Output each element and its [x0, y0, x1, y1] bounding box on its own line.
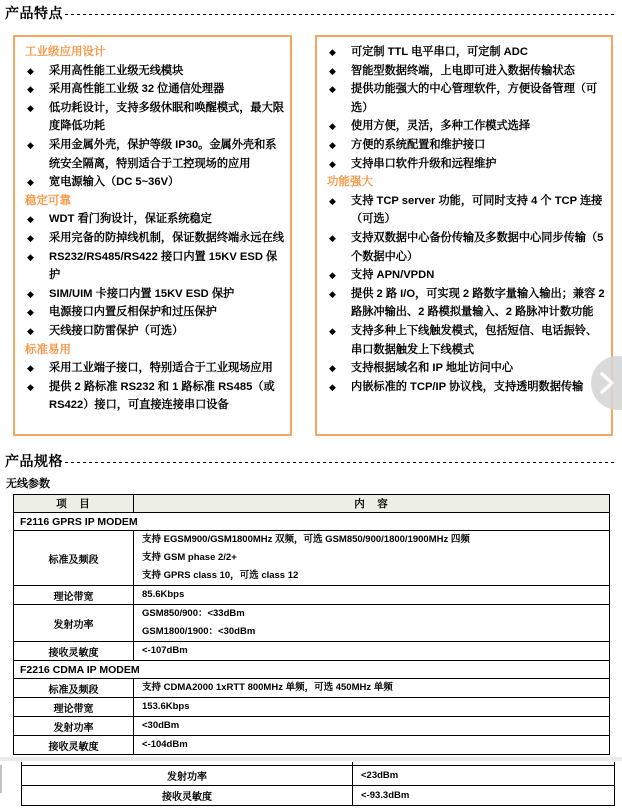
feature-item: [327, 378, 605, 397]
diamond-bullet-icon: ◆: [329, 288, 336, 299]
row-content-cell: [134, 531, 610, 586]
feature-item: [25, 248, 284, 285]
col-header-content: 内 容: [134, 495, 610, 513]
content-line: <23dBm: [361, 769, 399, 781]
feature-item: [25, 378, 284, 415]
feature-item: [25, 173, 284, 192]
content-line: 85.6Kbps: [142, 589, 185, 600]
features-left-box: [13, 35, 292, 436]
feature-item-text: 方便的系统配置和维护接口: [351, 138, 486, 151]
table-row: [14, 642, 610, 661]
feature-item: [327, 117, 605, 136]
diamond-bullet-icon: ◆: [329, 121, 336, 132]
row-label-cell: 接收灵敏度: [14, 736, 134, 755]
feature-item: [25, 285, 284, 304]
feature-item-text: 支持多种上下线触发模式，包括短信、电话振铃、串口数据触发上下线模式: [351, 324, 598, 356]
next-page-edge: [0, 765, 2, 793]
feature-item: [25, 359, 284, 378]
content-line: <-93.3dBm: [361, 789, 410, 801]
feature-item-text: 支持 APN/VPDN: [351, 269, 435, 282]
table-header-row: [14, 495, 610, 513]
row-label-cell: 发射功率: [14, 605, 134, 642]
row-label-cell: 标准及频段: [14, 679, 134, 698]
feature-item: [327, 266, 605, 285]
row-content-cell: [134, 736, 610, 755]
diamond-bullet-icon: ◆: [329, 270, 336, 281]
table-row: [14, 679, 610, 698]
diamond-bullet-icon: ◆: [329, 232, 336, 243]
diamond-bullet-icon: ◆: [27, 288, 34, 299]
feature-item: [25, 80, 284, 99]
wireless-params-subtitle: 无线参数: [6, 478, 50, 490]
feature-item: [327, 80, 605, 117]
feature-item: [25, 303, 284, 322]
diamond-bullet-icon: ◆: [329, 65, 336, 76]
row-content-cell: [353, 786, 615, 806]
feature-item-text: WDT 看门狗设计，保证系统稳定: [49, 213, 212, 226]
feature-group-heading: 标准易用: [25, 343, 71, 356]
table-row: [14, 717, 610, 736]
feature-item-text: 可定制 TTL 电平串口，可定制 ADC: [351, 46, 528, 58]
row-content-cell: [134, 586, 610, 605]
diamond-bullet-icon: ◆: [27, 363, 34, 374]
content-line: 支持 CDMA2000 1xRTT 800MHz 单频，可选 450MHz 单频: [142, 682, 393, 693]
row-content-cell: [134, 698, 610, 717]
next-page-partial-table: [21, 762, 615, 806]
feature-item: [25, 99, 284, 136]
row-label-cell: 标准及频段: [14, 531, 134, 586]
diamond-bullet-icon: ◆: [329, 195, 336, 206]
content-line: <30dBm: [142, 720, 180, 731]
table-row: [14, 736, 610, 755]
feature-item: [25, 229, 284, 248]
feature-item-text: 采用金属外壳，保护等级 IP30。金属外壳和系统安全隔离，特别适合于工控现场的应用: [49, 138, 277, 170]
chevron-right-icon: [599, 372, 615, 394]
table-row: [14, 586, 610, 605]
content-line: 153.6Kbps: [142, 701, 190, 712]
diamond-bullet-icon: ◆: [329, 158, 336, 169]
feature-item-text: 支持双数据中心备份传输及多数据中心同步传输（5 个数据中心）: [351, 231, 604, 263]
diamond-bullet-icon: ◆: [27, 65, 34, 76]
feature-item: [327, 322, 605, 359]
feature-item: [327, 285, 605, 322]
feature-item-text: 支持 TCP server 功能，可同时支持 4 个 TCP 连接（可选）: [351, 194, 603, 226]
feature-item-text: 天线接口防雷保护（可选）: [49, 324, 184, 337]
feature-item-text: 宽电源输入（DC 5~36V）: [49, 176, 180, 189]
content-line: GSM850/900：<33dBm: [142, 608, 245, 619]
row-label-cell: 理论带宽: [14, 586, 134, 605]
diamond-bullet-icon: ◆: [27, 325, 34, 336]
diamond-bullet-icon: ◆: [27, 214, 34, 225]
dashed-rule: [65, 14, 617, 15]
feature-item-text: 提供 2 路标准 RS232 和 1 路标准 RS485（或 RS422）接口，可直接连接串口设备: [49, 380, 275, 412]
row-label-cell: 接收灵敏度: [22, 786, 353, 806]
feature-item-text: 低功耗设计，支持多级休眠和唤醒模式，最大限度降低功耗: [49, 101, 284, 133]
page-break-separator: [0, 757, 622, 761]
feature-item-text: 采用高性能工业级无线模块: [49, 64, 184, 77]
feature-item: [25, 62, 284, 81]
feature-item-text: RS232/RS485/RS422 接口内置 15KV ESD 保护: [49, 250, 278, 282]
feature-item: [327, 136, 605, 155]
dashed-rule: [65, 462, 617, 463]
feature-group-heading: 工业级应用设计: [25, 46, 106, 58]
feature-item-text: 采用工业端子接口，特别适合于工业现场应用: [49, 362, 273, 375]
diamond-bullet-icon: ◆: [27, 381, 34, 392]
col-header-item: 项 目: [14, 495, 134, 513]
feature-item: [327, 62, 605, 81]
row-label-cell: 发射功率: [22, 766, 353, 786]
feature-item: [25, 136, 284, 173]
diamond-bullet-icon: ◆: [329, 84, 336, 95]
content-line: 支持 GSM phase 2/2+: [142, 552, 237, 563]
table-row: [14, 605, 610, 642]
wireless-params-table: [13, 494, 610, 755]
features-right-box: [315, 35, 613, 436]
diamond-bullet-icon: ◆: [27, 177, 34, 188]
model-section-row: [14, 661, 610, 679]
content-line: 支持 GPRS class 10，可选 class 12: [142, 570, 299, 581]
feature-item-text: SIM/UIM 卡接口内置 15KV ESD 保护: [49, 287, 235, 300]
model-section-row: [14, 513, 610, 531]
specs-section-header: [5, 451, 617, 471]
diamond-bullet-icon: ◆: [329, 47, 336, 57]
content-line: 支持 EGSM900/GSM1800MHz 双频，可选 GSM850/900/1800/1900MHz 四频: [142, 534, 470, 545]
feature-item: [25, 322, 284, 341]
feature-item: [327, 229, 605, 266]
feature-item: [327, 155, 605, 174]
content-line: <-104dBm: [142, 739, 188, 750]
table-row: [22, 766, 615, 786]
row-content-cell: [353, 766, 615, 786]
diamond-bullet-icon: ◆: [27, 84, 34, 95]
row-label-cell: 接收灵敏度: [14, 642, 134, 661]
row-content-cell: [134, 679, 610, 698]
content-line: <-107dBm: [142, 645, 188, 656]
features-section-header: [5, 3, 617, 23]
feature-group-heading: 功能强大: [327, 176, 373, 189]
features-title: 产品特点: [5, 5, 63, 21]
row-content-cell: [134, 642, 610, 661]
diamond-bullet-icon: ◆: [329, 325, 336, 336]
feature-item-text: 智能型数据终端，上电即可进入数据传输状态: [351, 64, 575, 77]
row-label-cell: 发射功率: [14, 717, 134, 736]
table-row: [14, 531, 610, 586]
feature-item-text: 内嵌标准的 TCP/IP 协议栈，支持透明数据传输: [351, 380, 584, 393]
feature-item-text: 采用完备的防掉线机制，保证数据终端永远在线: [49, 231, 284, 244]
feature-item-text: 电源接口内置反相保护和过压保护: [49, 306, 217, 319]
feature-item: [327, 192, 605, 229]
feature-item-text: 支持根据域名和 IP 地址访问中心: [351, 362, 514, 375]
feature-group-heading: 稳定可靠: [25, 194, 71, 207]
feature-item: [327, 359, 605, 378]
diamond-bullet-icon: ◆: [27, 102, 34, 113]
row-content-cell: [134, 717, 610, 736]
diamond-bullet-icon: ◆: [27, 307, 34, 318]
row-label-cell: 理论带宽: [14, 698, 134, 717]
feature-item-text: 支持串口软件升级和远程维护: [351, 157, 497, 170]
diamond-bullet-icon: ◆: [27, 251, 34, 262]
feature-item-text: 提供功能强大的中心管理软件，方便设备管理（可选）: [351, 83, 598, 114]
table-row: [22, 786, 615, 806]
feature-item-text: 采用高性能工业级 32 位通信处理器: [49, 83, 225, 96]
specs-title: 产品规格: [5, 453, 63, 469]
feature-item: [25, 210, 284, 229]
feature-item-text: 使用方便，灵活，多种工作模式选择: [351, 120, 531, 133]
diamond-bullet-icon: ◆: [329, 139, 336, 150]
diamond-bullet-icon: ◆: [329, 363, 336, 374]
feature-item: [327, 43, 605, 62]
diamond-bullet-icon: ◆: [329, 381, 336, 392]
model-section-label: F2116 GPRS IP MODEM: [14, 513, 610, 531]
model-section-label: F2216 CDMA IP MODEM: [14, 661, 610, 679]
feature-item-text: 提供 2 路 I/O，可实现 2 路数字量输入输出；兼容 2 路脉冲输出、2 路模拟量输入、2 路脉冲计数功能: [351, 287, 605, 319]
content-line: GSM1800/1900：<30dBm: [142, 626, 256, 637]
diamond-bullet-icon: ◆: [27, 232, 34, 243]
row-content-cell: [134, 605, 610, 642]
diamond-bullet-icon: ◆: [27, 139, 34, 150]
table-row: [14, 698, 610, 717]
